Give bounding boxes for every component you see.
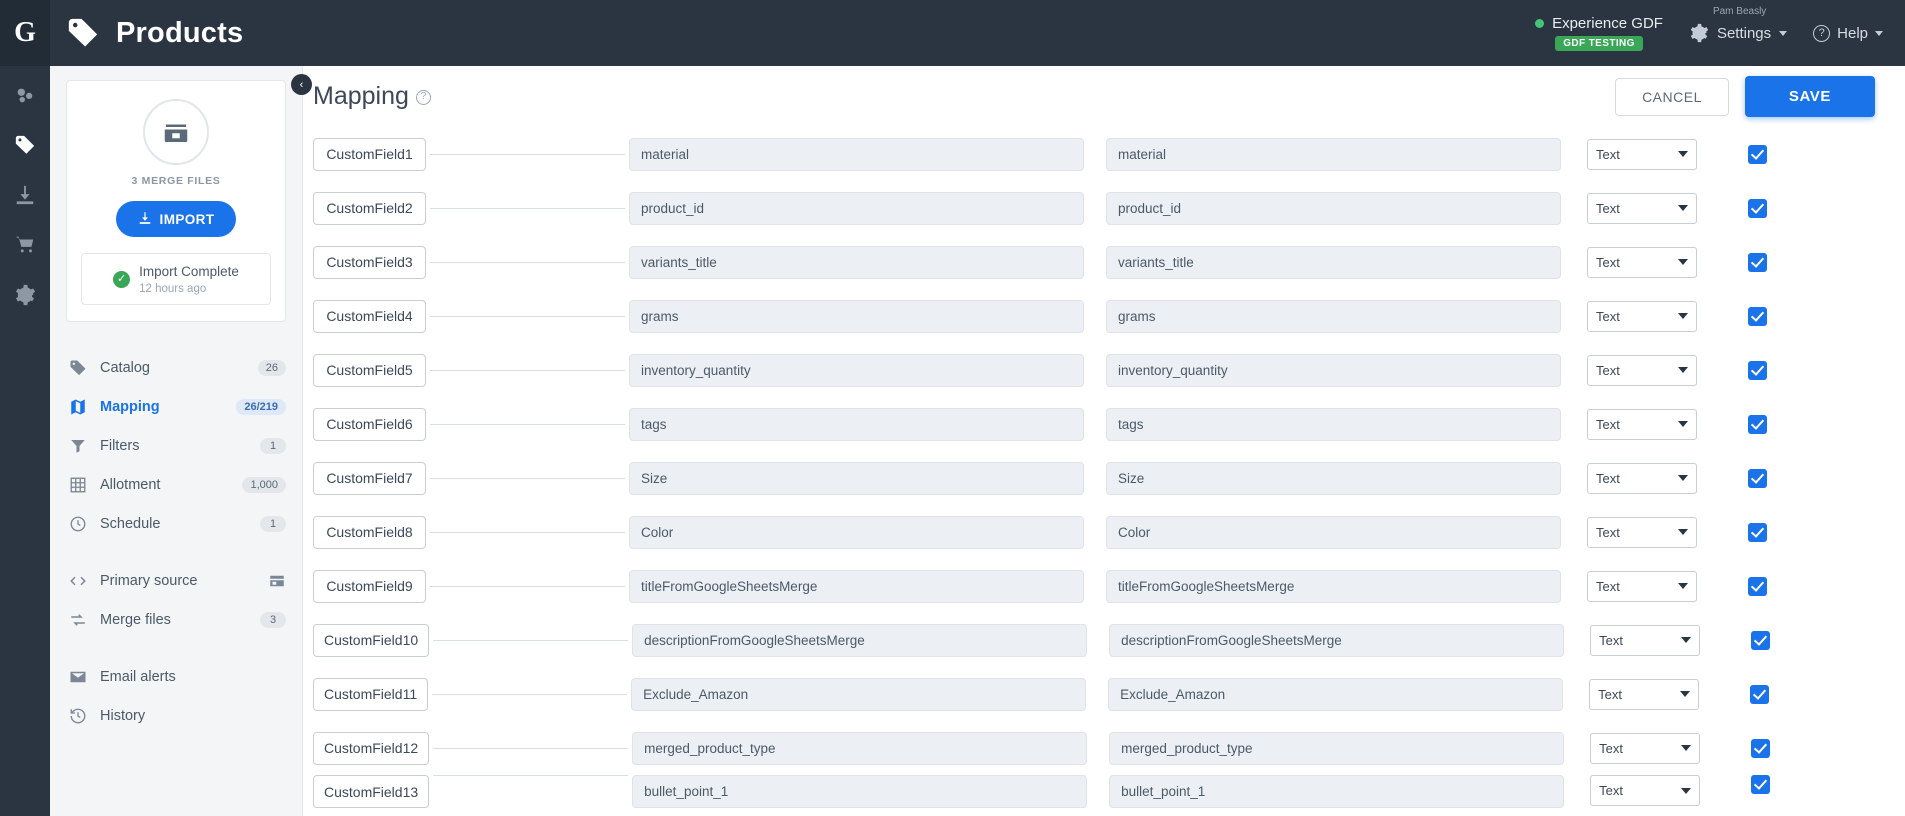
mapping-row [313, 559, 1905, 613]
source-field-input[interactable]: grams [629, 300, 1084, 333]
target-field-input[interactable]: bullet_point_1 [1109, 775, 1564, 808]
icon-rail [0, 66, 50, 816]
cancel-button[interactable]: CANCEL [1615, 78, 1729, 116]
main-content [303, 66, 1905, 816]
question-icon: ? [1813, 25, 1830, 42]
page-title-top: Products [116, 16, 244, 49]
target-field-input[interactable]: material [1106, 138, 1561, 171]
field-name[interactable]: CustomField1 [313, 138, 426, 171]
target-field-input[interactable]: titleFromGoogleSheetsMerge [1106, 570, 1561, 603]
field-type-select[interactable] [1587, 409, 1697, 440]
rail-item-products[interactable] [14, 134, 36, 156]
tag-icon [69, 359, 87, 377]
import-status-time: 12 hours ago [139, 283, 207, 295]
source-field-input[interactable]: product_id [629, 192, 1084, 225]
mapping-row [313, 613, 1905, 667]
source-field-input[interactable]: Size [629, 462, 1084, 495]
chevron-down-icon [1875, 31, 1883, 36]
row-connector [430, 370, 625, 371]
mapping-row [313, 343, 1905, 397]
row-connector [432, 694, 627, 695]
sidebar-item-label: Mapping [100, 398, 160, 415]
field-type-value: Text [1596, 470, 1620, 486]
source-field-input[interactable]: tags [629, 408, 1084, 441]
row-connector [430, 316, 625, 317]
mapping-row [313, 667, 1905, 721]
row-enabled-checkbox[interactable] [1748, 253, 1767, 272]
rail-item-settings[interactable] [14, 284, 36, 306]
target-field-input[interactable]: descriptionFromGoogleSheetsMerge [1109, 624, 1564, 657]
field-name[interactable]: CustomField12 [313, 732, 429, 765]
sidebar-item-badge: 26/219 [236, 399, 286, 415]
question-icon[interactable]: ? [416, 90, 431, 105]
field-type-value: Text [1596, 362, 1620, 378]
clock-icon [69, 515, 87, 533]
field-type-value: Text [1599, 740, 1623, 756]
row-enabled-checkbox[interactable] [1748, 307, 1767, 326]
source-field-input[interactable]: Color [629, 516, 1084, 549]
sidebar-item-label: Schedule [100, 515, 161, 532]
field-type-select[interactable] [1589, 679, 1699, 710]
field-name[interactable]: CustomField2 [313, 192, 426, 225]
field-name[interactable]: CustomField3 [313, 246, 426, 279]
sidebar-collapse-button[interactable] [291, 74, 312, 95]
gear-icon [1689, 23, 1709, 43]
field-type-select[interactable] [1587, 193, 1697, 224]
row-enabled-checkbox[interactable] [1748, 577, 1767, 596]
sidebar-item-filters[interactable] [50, 426, 302, 465]
row-connector [430, 262, 625, 263]
chevron-down-icon [1678, 529, 1688, 535]
chevron-down-icon [1681, 637, 1691, 643]
header-actions [1615, 76, 1875, 117]
chevron-down-icon [1678, 205, 1688, 211]
field-type-select[interactable] [1587, 463, 1697, 494]
mapping-row [313, 451, 1905, 505]
mapping-row [313, 721, 1905, 775]
field-type-value: Text [1596, 308, 1620, 324]
chevron-left-icon: ‹ [299, 78, 304, 91]
row-enabled-checkbox[interactable] [1748, 361, 1767, 380]
chevron-down-icon [1678, 583, 1688, 589]
import-button-label: IMPORT [159, 211, 215, 227]
page-header [66, 16, 243, 50]
field-type-select[interactable] [1590, 625, 1700, 656]
environment-badge: GDF TESTING [1555, 36, 1643, 51]
sidebar-item-label: Merge files [100, 611, 171, 628]
history-icon [69, 707, 87, 725]
chevron-down-icon [1678, 259, 1688, 265]
row-enabled-checkbox[interactable] [1748, 469, 1767, 488]
settings-menu[interactable] [1689, 6, 1787, 43]
sidebar-item-history[interactable] [50, 696, 302, 735]
sidebar-item-badge: 1 [260, 438, 286, 454]
sidebar-item-email-alerts[interactable] [50, 657, 302, 696]
mapping-row [313, 235, 1905, 289]
field-type-select[interactable] [1587, 247, 1697, 278]
mapping-row [313, 181, 1905, 235]
target-field-input[interactable]: Size [1106, 462, 1561, 495]
sidebar-item-primary-source[interactable] [50, 561, 302, 600]
page-title-text: Mapping [313, 82, 409, 110]
top-bar-right [1535, 6, 1905, 51]
field-name[interactable]: CustomField9 [313, 570, 426, 603]
mapping-rows [303, 127, 1905, 815]
field-type-value: Text [1596, 146, 1620, 162]
target-field-input[interactable]: grams [1106, 300, 1561, 333]
source-field-input[interactable]: material [629, 138, 1084, 171]
row-enabled-checkbox[interactable] [1751, 631, 1770, 650]
row-enabled-checkbox[interactable] [1750, 685, 1769, 704]
field-name[interactable]: CustomField7 [313, 462, 426, 495]
sidebar-item-mapping[interactable] [50, 387, 302, 426]
nav-divider-spacer [50, 639, 302, 657]
logo-letter: G [14, 17, 36, 48]
row-enabled-checkbox[interactable] [1751, 775, 1770, 794]
download-icon [138, 211, 152, 228]
rail-item-import[interactable] [14, 184, 36, 206]
mail-icon [69, 668, 87, 686]
map-icon [69, 398, 87, 416]
row-enabled-checkbox[interactable] [1751, 739, 1770, 758]
field-name[interactable]: CustomField10 [313, 624, 429, 657]
merge-icon [69, 611, 87, 629]
field-type-value: Text [1599, 632, 1623, 648]
save-button[interactable]: SAVE [1745, 76, 1875, 117]
field-type-select[interactable] [1587, 571, 1697, 602]
source-file-icon [268, 572, 286, 590]
mapping-row [313, 127, 1905, 181]
sidebar-nav [50, 348, 302, 735]
field-name[interactable]: CustomField11 [313, 678, 428, 711]
field-type-select[interactable] [1587, 355, 1697, 386]
chevron-down-icon [1681, 788, 1691, 794]
sidebar-item-catalog[interactable] [50, 348, 302, 387]
target-field-input[interactable]: Exclude_Amazon [1108, 678, 1563, 711]
chevron-down-icon [1678, 367, 1688, 373]
sidebar-item-badge: 1 [260, 516, 286, 532]
sidebar-item-label: History [100, 707, 146, 724]
import-status [81, 253, 271, 305]
grid-icon [69, 476, 87, 494]
field-type-select[interactable] [1590, 775, 1700, 806]
row-enabled-checkbox[interactable] [1748, 145, 1767, 164]
merge-files-card [66, 80, 286, 322]
row-enabled-checkbox[interactable] [1748, 523, 1767, 542]
target-field-input[interactable]: Color [1106, 516, 1561, 549]
help-menu[interactable] [1813, 25, 1883, 42]
source-field-input[interactable]: descriptionFromGoogleSheetsMerge [632, 624, 1087, 657]
sidebar-item-label: Filters [100, 437, 140, 454]
field-type-value: Text [1598, 686, 1622, 702]
sidebar-item-schedule[interactable] [50, 504, 302, 543]
main-header [303, 66, 1905, 127]
row-connector [430, 208, 625, 209]
field-name[interactable]: CustomField13 [313, 775, 429, 808]
source-field-input[interactable]: inventory_quantity [629, 354, 1084, 387]
source-field-input[interactable]: titleFromGoogleSheetsMerge [629, 570, 1084, 603]
target-field-input[interactable]: inventory_quantity [1106, 354, 1561, 387]
nav-divider-spacer [50, 543, 302, 561]
chevron-down-icon [1680, 691, 1690, 697]
field-type-select[interactable] [1587, 139, 1697, 170]
sidebar-item-merge-files[interactable] [50, 600, 302, 639]
sidebar-item-allotment[interactable] [50, 465, 302, 504]
target-field-input[interactable]: tags [1106, 408, 1561, 441]
code-icon [69, 572, 87, 590]
field-type-select[interactable] [1587, 517, 1697, 548]
chevron-down-icon [1678, 421, 1688, 427]
sidebar [50, 66, 303, 816]
row-connector [430, 586, 625, 587]
target-field-input[interactable]: variants_title [1106, 246, 1561, 279]
mapping-row [313, 397, 1905, 451]
source-field-input[interactable]: bullet_point_1 [632, 775, 1087, 808]
brand-logo[interactable] [0, 0, 50, 66]
field-type-select[interactable] [1590, 733, 1700, 764]
source-field-input[interactable]: merged_product_type [632, 732, 1087, 765]
help-label: Help [1837, 24, 1868, 42]
chevron-down-icon [1678, 313, 1688, 319]
page-title [313, 82, 431, 111]
sidebar-item-badge: 26 [258, 360, 286, 376]
check-circle-icon: ✓ [113, 271, 130, 288]
sidebar-item-badge: 1,000 [242, 477, 286, 493]
field-type-value: Text [1596, 578, 1620, 594]
user-name: Pam Beasly [1712, 6, 1767, 17]
target-field-input[interactable]: merged_product_type [1109, 732, 1564, 765]
field-type-select[interactable] [1587, 301, 1697, 332]
import-status-title: Import Complete [139, 264, 239, 279]
rail-item-cart[interactable] [14, 234, 36, 256]
source-field-input[interactable]: Exclude_Amazon [631, 678, 1086, 711]
tag-icon [66, 16, 100, 50]
field-type-value: Text [1599, 783, 1623, 798]
row-enabled-checkbox[interactable] [1748, 415, 1767, 434]
source-field-input[interactable]: variants_title [629, 246, 1084, 279]
environment-indicator[interactable] [1535, 15, 1663, 51]
chevron-down-icon [1678, 151, 1688, 157]
row-connector [433, 748, 628, 749]
row-connector [430, 478, 625, 479]
mapping-row [313, 505, 1905, 559]
settings-label: Settings [1716, 24, 1772, 42]
field-name[interactable]: CustomField5 [313, 354, 426, 387]
row-connector [430, 424, 625, 425]
mapping-row [313, 775, 1905, 815]
sidebar-item-label: Allotment [100, 476, 161, 493]
sidebar-item-badge: 3 [260, 612, 286, 628]
status-dot-icon [1535, 19, 1544, 28]
field-name[interactable]: CustomField4 [313, 300, 426, 333]
row-connector [433, 775, 628, 776]
environment-name: Experience GDF [1552, 15, 1663, 32]
field-type-value: Text [1596, 254, 1620, 270]
filter-icon [69, 437, 87, 455]
field-type-value: Text [1596, 416, 1620, 432]
target-field-input[interactable]: product_id [1106, 192, 1561, 225]
row-enabled-checkbox[interactable] [1748, 199, 1767, 218]
field-name[interactable]: CustomField6 [313, 408, 426, 441]
field-type-value: Text [1596, 200, 1620, 216]
chevron-down-icon [1681, 745, 1691, 751]
top-bar [0, 0, 1905, 66]
import-button[interactable] [116, 201, 236, 237]
rail-item-dashboard[interactable] [14, 84, 36, 106]
sidebar-item-label: Catalog [100, 359, 150, 376]
row-connector [430, 154, 625, 155]
chevron-down-icon [1678, 475, 1688, 481]
mapping-row [313, 289, 1905, 343]
field-type-value: Text [1596, 524, 1620, 540]
row-connector [433, 640, 628, 641]
merge-files-count: 3 MERGE FILES [131, 175, 221, 187]
chevron-down-icon [1779, 31, 1787, 36]
sidebar-item-label: Primary source [100, 572, 198, 589]
row-connector [430, 532, 625, 533]
sidebar-item-label: Email alerts [100, 668, 176, 685]
merge-files-icon [143, 99, 209, 165]
field-name[interactable]: CustomField8 [313, 516, 426, 549]
